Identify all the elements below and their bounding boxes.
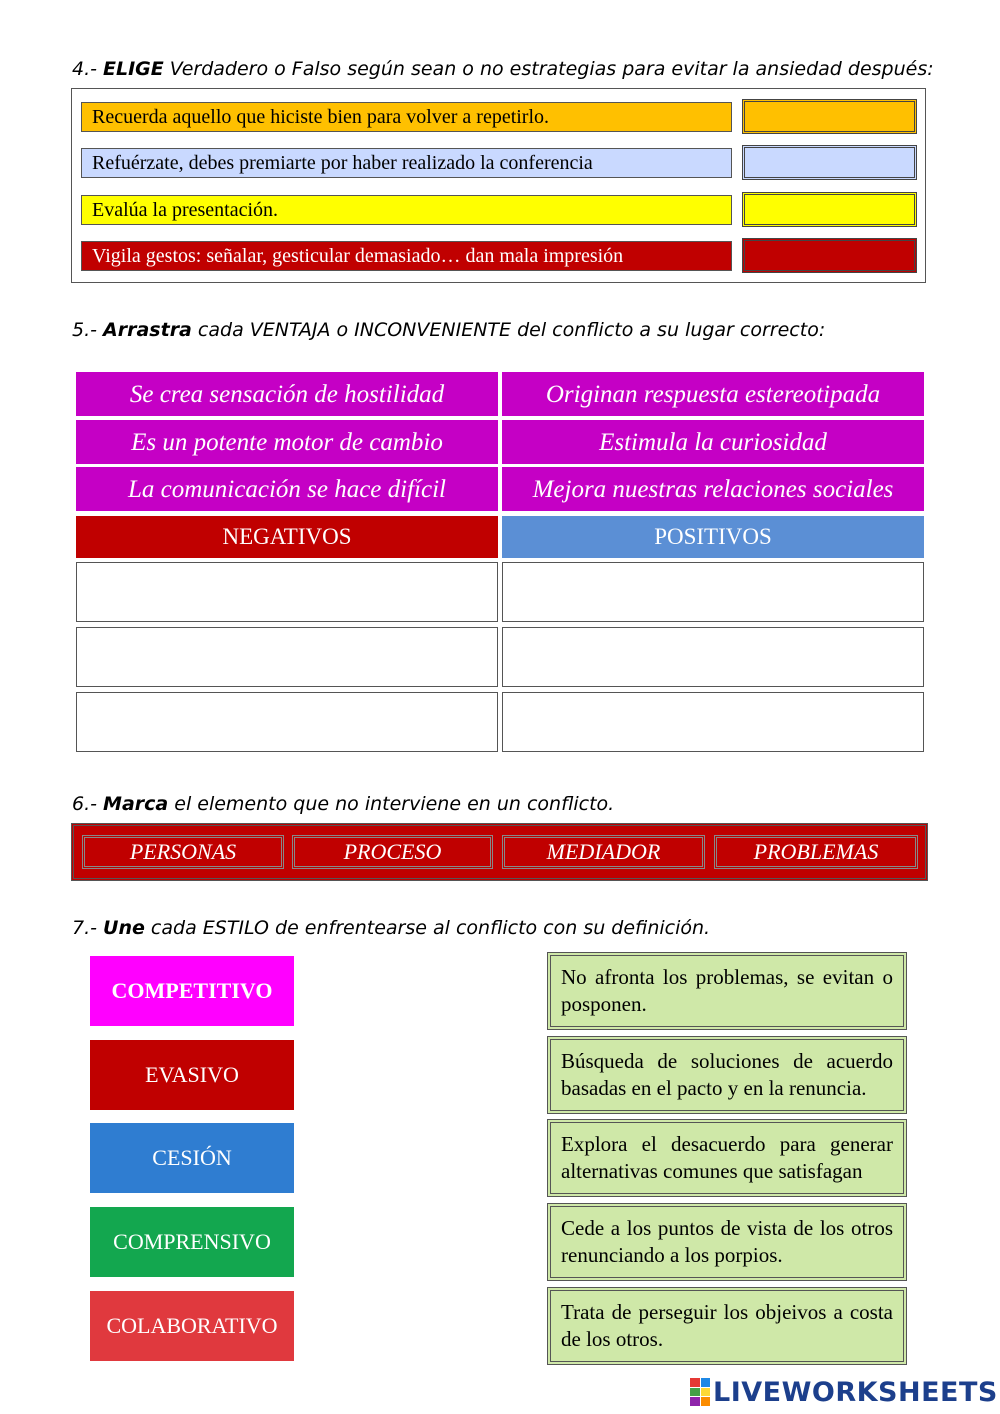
positivos-drop-zone[interactable] bbox=[502, 562, 924, 622]
drag-item[interactable]: Estimula la curiosidad bbox=[502, 420, 924, 464]
style-colaborativo[interactable]: COLABORATIVO bbox=[90, 1291, 294, 1361]
logo-text: LIVEWORKSHEETS bbox=[713, 1376, 998, 1408]
drag-item[interactable]: Originan respuesta estereotipada bbox=[502, 372, 924, 416]
option-problemas[interactable]: PROBLEMAS bbox=[714, 835, 918, 869]
question-5-heading: 5.- Arrastra cada VENTAJA o INCONVENIENTE del conflicto a su lugar correcto: bbox=[72, 319, 826, 341]
definition-4[interactable]: Cede a los puntos de vista de los otros renunciando a los porpios. bbox=[547, 1203, 907, 1281]
definition-1[interactable]: No afronta los problemas, se evitan o posponen. bbox=[547, 952, 907, 1030]
drag-item[interactable]: Mejora nuestras relaciones sociales bbox=[502, 467, 924, 511]
statement-2: Refuérzate, debes premiarte por haber realizado la conferencia bbox=[81, 148, 732, 178]
negativos-drop-zone[interactable] bbox=[76, 692, 498, 752]
negativos-header: NEGATIVOS bbox=[76, 516, 498, 558]
definition-2[interactable]: Búsqueda de soluciones de acuerdo basadas en el pacto y en la renuncia. bbox=[547, 1036, 907, 1114]
style-competitivo[interactable]: COMPETITIVO bbox=[90, 956, 294, 1026]
statement-4: Vigila gestos: señalar, gesticular demasiado… dan mala impresión bbox=[81, 241, 732, 271]
option-mediador[interactable]: MEDIADOR bbox=[502, 835, 705, 869]
answer-box-1[interactable] bbox=[742, 99, 917, 134]
style-comprensivo[interactable]: COMPRENSIVO bbox=[90, 1207, 294, 1277]
question-4-heading: 4.- ELIGE Verdadero o Falso según sean o no estrategias para evitar la ansiedad después: bbox=[72, 58, 934, 80]
style-cesion[interactable]: CESIÓN bbox=[90, 1123, 294, 1193]
option-proceso[interactable]: PROCESO bbox=[292, 835, 493, 869]
drag-item[interactable]: Es un potente motor de cambio bbox=[76, 420, 498, 464]
style-evasivo[interactable]: EVASIVO bbox=[90, 1040, 294, 1110]
answer-box-3[interactable] bbox=[742, 192, 917, 227]
liveworksheets-logo-icon bbox=[690, 1378, 710, 1406]
drag-item[interactable]: Se crea sensación de hostilidad bbox=[76, 372, 498, 416]
question-7-heading: 7.- Une cada ESTILO de enfrentearse al conflicto con su definición. bbox=[72, 917, 711, 939]
negativos-drop-zone[interactable] bbox=[76, 627, 498, 687]
option-personas[interactable]: PERSONAS bbox=[82, 835, 284, 869]
statement-1: Recuerda aquello que hiciste bien para volver a repetirlo. bbox=[81, 102, 732, 132]
statement-3: Evalúa la presentación. bbox=[81, 195, 732, 225]
drag-item[interactable]: La comunicación se hace difícil bbox=[76, 467, 498, 511]
answer-box-4[interactable] bbox=[742, 238, 917, 273]
definition-3[interactable]: Explora el desacuerdo para generar alternativas comunes que satisfagan bbox=[547, 1119, 907, 1197]
negativos-drop-zone[interactable] bbox=[76, 562, 498, 622]
question-6-heading: 6.- Marca el elemento que no interviene en un conflicto. bbox=[72, 793, 615, 815]
positivos-header: POSITIVOS bbox=[502, 516, 924, 558]
liveworksheets-logo bbox=[690, 1372, 998, 1412]
positivos-drop-zone[interactable] bbox=[502, 692, 924, 752]
answer-box-2[interactable] bbox=[742, 145, 917, 180]
definition-5[interactable]: Trata de perseguir los objeivos a costa de los otros. bbox=[547, 1287, 907, 1365]
positivos-drop-zone[interactable] bbox=[502, 627, 924, 687]
